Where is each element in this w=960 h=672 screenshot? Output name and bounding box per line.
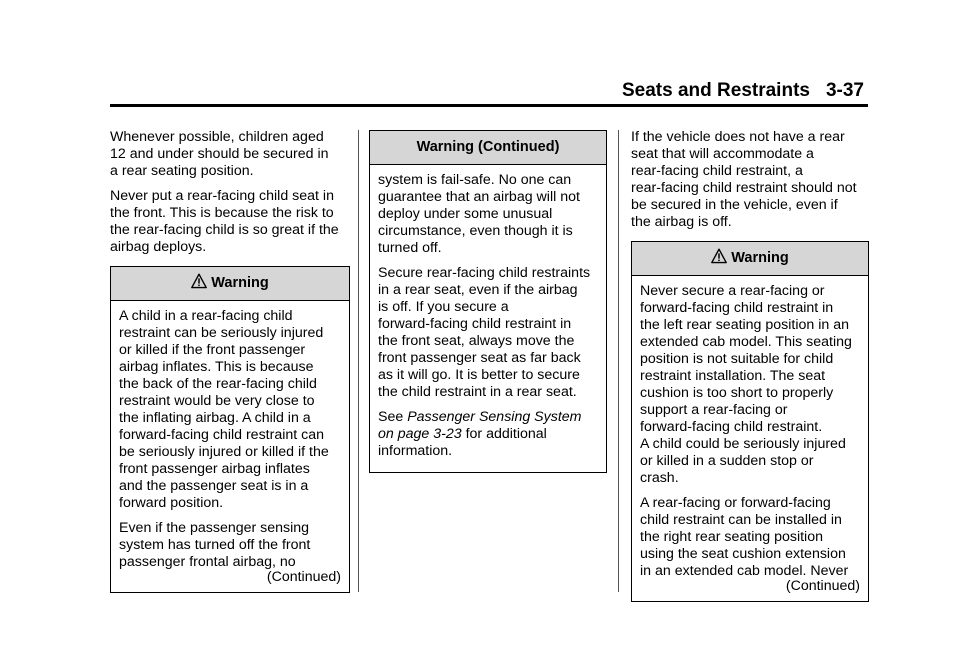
column-1 (110, 129, 350, 593)
header-rule (110, 104, 868, 107)
continued-label: (Continued) (785, 578, 860, 594)
column-2 (369, 130, 607, 473)
warning-paragraph: system is fail-safe. No one can guarantee that an airbag will not deploy under some unusual circumstance, even though it is turned off. (378, 172, 580, 256)
continued-label: (Continued) (266, 569, 341, 585)
column-3 (631, 129, 869, 602)
warning-title: Warning (Continued) (416, 139, 560, 155)
body-paragraph: Never put a rear-facing child seat in the front. This is because the risk to the rear-facing child is so great if the airbag deploys. (110, 188, 339, 255)
warning-triangle-icon (191, 273, 207, 289)
cross-reference-link[interactable]: Passenger Sensing System on page 3-23 (378, 409, 582, 442)
warning-title: Warning (211, 275, 269, 291)
warning-body (111, 301, 349, 592)
warning-header (111, 267, 349, 301)
warning-paragraph: A rear-facing or forward-facing child restraint can be installed in the right rear seating position using the seat cushion extension in an extended cab model. Never (640, 495, 849, 579)
cross-reference-paragraph: See Passenger Sensing System on page 3-23 for additional information. (378, 409, 582, 459)
warning-body (632, 276, 868, 601)
warning-paragraph: Even if the passenger sensing system has turned off the front passenger frontal airbag, no (119, 520, 311, 570)
warning-body (370, 165, 606, 472)
body-paragraph: If the vehicle does not have a rear seat that will accommodate a rear-facing child restraint, a rear-facing child restraint should not be secured in the vehicle, even if the airbag is off. (631, 129, 857, 230)
warning-header (370, 131, 606, 165)
section-title: Seats and Restraints (622, 80, 810, 101)
body-paragraph: Whenever possible, children aged 12 and under should be secured in a rear seating position. (110, 129, 329, 179)
column-divider-1 (358, 130, 359, 592)
warning-box (110, 266, 350, 593)
warning-header (632, 242, 868, 276)
warning-title: Warning (731, 250, 789, 266)
column-divider-2 (618, 130, 619, 592)
warning-triangle-icon (711, 248, 727, 264)
page-number: 3-37 (825, 80, 864, 101)
warning-paragraph: A child in a rear-facing child restraint can be seriously injured or killed if the front passenger airbag inflates. This is because the back of the rear-facing child restraint would be very close to the inflating airbag. A child in a forward-facing child restraint can be seriously injured or killed if the front passenger airbag inflates and the passenger seat is in a forward position. (119, 308, 329, 511)
warning-paragraph: Secure rear-facing child restraints in a rear seat, even if the airbag is off. If you secure a forward-facing child restraint in the front seat, always move the front passenger seat as far back as it will go. It is better to secure the child restraint in a rear seat. (378, 265, 591, 400)
warning-box (631, 241, 869, 602)
warning-paragraph: Never secure a rear-facing or forward-facing child restraint in the left rear seating position in an extended cab model. This seating position is not suitable for child restraint installation. The seat cushion is too short to properly support a rear-facing or forward-facing child restraint. A child could be seriously injured or killed in a sudden stop or crash. (640, 283, 852, 486)
warning-box-continued (369, 130, 607, 473)
page-header (622, 80, 864, 102)
